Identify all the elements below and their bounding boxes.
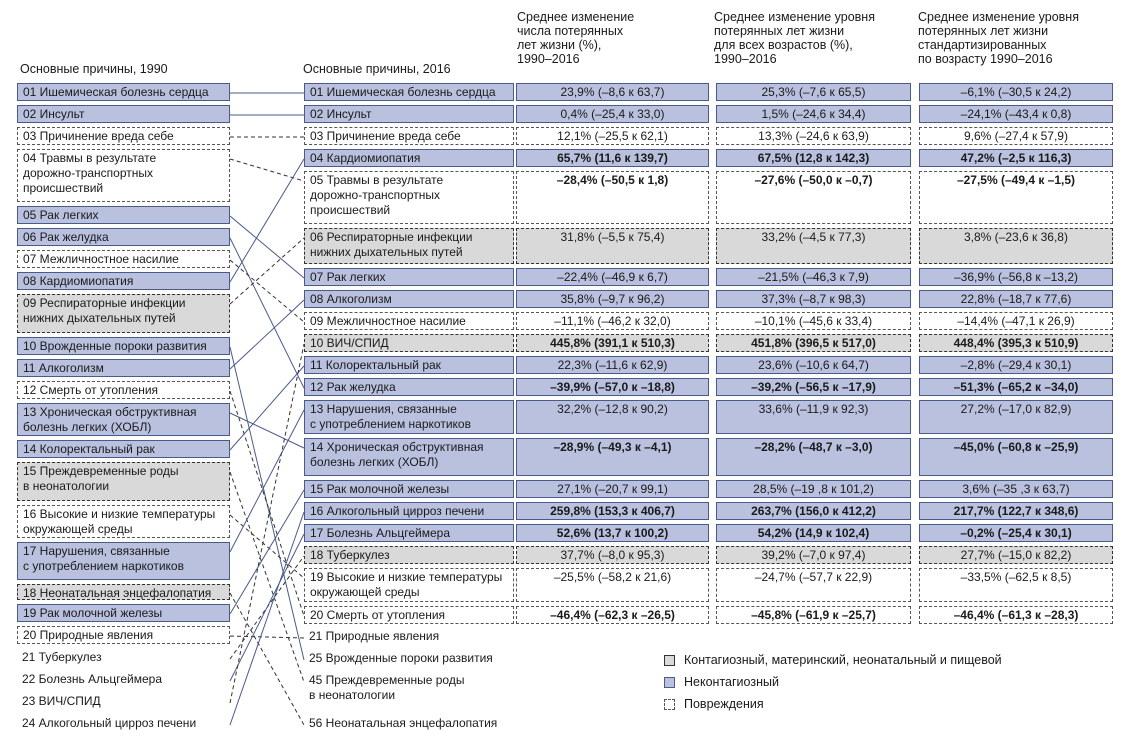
change-value: 259,8% (153,3 к 406,7) [516,502,709,520]
right-cause: 08 Алкоголизм [304,290,514,308]
change-value: 33,2% (–4,5 к 77,3) [716,228,911,264]
change-value: 451,8% (396,5 к 517,0) [716,334,911,352]
rank-link [230,300,304,369]
right-cause: 05 Травмы в результате дорожно-транспортных происшествий [304,171,514,224]
header-mid: Основные причины, 2016 [303,62,451,76]
right-cause: 18 Туберкулез [304,546,514,564]
change-value: –45,0% (–60,8 к –25,9) [919,438,1113,476]
legend-communicable: Контагиозный, материнский, неонатальный и пищевой [684,653,1002,667]
header-col3: Среднее изменение уровня потерянных лет жизни стандартизированных по возрасту 1990–2016 [918,10,1079,66]
left-cause: 14 Колоректальный рак [17,440,230,458]
change-value: 65,7% (11,6 к 139,7) [516,149,709,167]
right-cause: 15 Рак молочной железы [304,480,514,498]
rank-link [230,512,304,725]
change-value: 22,3% (–11,6 к 62,9) [516,356,709,374]
right-cause: 07 Рак легких [304,268,514,286]
change-value: –22,4% (–46,9 к 6,7) [516,268,709,286]
change-value: 35,8% (–9,7 к 96,2) [516,290,709,308]
change-value: 28,5% (–19 ,8 к 101,2) [716,480,911,498]
left-cause: 09 Респираторные инфекции нижних дыхательных путей [17,294,230,333]
rank-link [230,366,304,450]
right-cause: 13 Нарушения, связанные с употреблением наркотиков [304,400,514,434]
left-cause: 21 Туберкулез [22,650,102,664]
change-value: 9,6% (–27,4 к 57,9) [919,127,1113,145]
left-cause: 04 Травмы в результате дорожно-транспортных происшествий [17,149,230,202]
change-value: 1,5% (–24,6 к 34,4) [716,105,911,123]
legend-swatch-injuries [664,699,675,710]
right-cause: 09 Межличностное насилие [304,312,514,330]
right-cause: 03 Причинение вреда себе [304,127,514,145]
change-value: 3,8% (–23,6 к 36,8) [919,228,1113,264]
change-value: 0,4% (–25,4 к 33,0) [516,105,709,123]
change-value: –39,2% (–56,5 к –17,9) [716,378,911,396]
change-value: –24,1% (–43,4 к 0,8) [919,105,1113,123]
change-value: –10,1% (–45,6 к 33,4) [716,312,911,330]
change-value: 52,6% (13,7 к 100,2) [516,524,709,542]
right-cause: 01 Ишемическая болезнь сердца [304,83,514,101]
rank-link [230,636,304,638]
header-left: Основные причины, 1990 [20,62,168,76]
rank-link [230,238,304,388]
change-value: –27,5% (–49,4 к –1,5) [919,171,1113,224]
change-value: –28,9% (–49,3 к –4,1) [516,438,709,476]
legend-noncommunicable: Неконтагиозный [684,675,779,689]
change-value: 67,5% (12,8 к 142,3) [716,149,911,167]
left-cause: 18 Неонатальная энцефалопатия [17,584,230,600]
change-value: 37,7% (–8,0 к 95,3) [516,546,709,564]
left-cause: 17 Нарушения, связанные с употреблением наркотиков [17,542,230,580]
change-value: –45,8% (–61,9 к –25,7) [716,606,911,624]
left-cause: 12 Смерть от утопления [17,381,230,399]
change-value: –46,4% (–61,3 к –28,3) [919,606,1113,624]
change-value: 25,3% (–7,6 к 65,5) [716,83,911,101]
change-value: 31,8% (–5,5 к 75,4) [516,228,709,264]
change-value: –2,8% (–29,4 к 30,1) [919,356,1113,374]
left-cause: 20 Природные явления [17,626,230,644]
change-value: 445,8% (391,1 к 510,3) [516,334,709,352]
change-value: –0,2% (–25,4 к 30,1) [919,524,1113,542]
left-cause: 15 Преждевременные роды в неонатологии [17,462,230,501]
rank-link [230,238,304,304]
right-cause: 56 Неонатальная энцефалопатия [309,716,498,730]
right-cause: 06 Респираторные инфекции нижних дыхательных путей [304,228,514,264]
change-value: 263,7% (156,0 к 412,2) [716,502,911,520]
right-cause: 19 Высокие и низкие температуры окружающей среды [304,568,514,602]
left-cause: 13 Хроническая обструктивная болезнь легких (ХОБЛ) [17,403,230,436]
change-value: 27,1% (–20,7 к 99,1) [516,480,709,498]
change-value: 12,1% (–25,5 к 62,1) [516,127,709,145]
left-cause: 02 Инсульт [17,105,230,123]
left-cause: 23 ВИЧ/СПИД [22,694,101,708]
change-value: 448,4% (395,3 к 510,9) [919,334,1113,352]
header-col1: Среднее изменение числа потерянных лет жизни (%), 1990–2016 [517,10,635,66]
change-value: 37,3% (–8,7 к 98,3) [716,290,911,308]
change-value: 23,6% (–10,6 к 64,7) [716,356,911,374]
change-value: 32,2% (–12,8 к 90,2) [516,400,709,434]
change-value: –21,5% (–46,3 к 7,9) [716,268,911,286]
left-cause: 01 Ишемическая болезнь сердца [17,83,230,101]
change-value: 217,7% (122,7 к 348,6) [919,502,1113,520]
right-cause: 25 Врожденные пороки развития [309,651,493,665]
right-cause: 11 Колоректальный рак [304,356,514,374]
rank-link [230,410,304,552]
change-value: –28,2% (–48,7 к –3,0) [716,438,911,476]
change-value: 27,2% (–17,0 к 82,9) [919,400,1113,434]
rank-link [230,490,304,614]
left-cause: 19 Рак молочной железы [17,604,230,622]
change-value: –46,4% (–62,3 к –26,5) [516,606,709,624]
change-value: –11,1% (–46,2 к 32,0) [516,312,709,330]
change-value: –27,6% (–50,0 к –0,7) [716,171,911,224]
legend-swatch-communicable [664,655,675,666]
change-value: –24,7% (–57,7 к 22,9) [716,568,911,602]
change-value: 47,2% (–2,5 к 116,3) [919,149,1113,167]
left-cause: 24 Алкогольный цирроз печени [22,716,197,730]
left-cause: 11 Алкоголизм [17,359,230,377]
right-cause: 45 Преждевременные роды в неонатологии [309,673,465,702]
right-cause: 04 Кардиомиопатия [304,149,514,167]
right-cause: 16 Алкогольный цирроз печени [304,502,514,520]
change-value: –51,3% (–65,2 к –34,0) [919,378,1113,396]
change-value: 13,3% (–24,6 к 63,9) [716,127,911,145]
change-value: –6,1% (–30,5 к 24,2) [919,83,1113,101]
change-value: –33,5% (–62,5 к 8,5) [919,568,1113,602]
change-value: 22,8% (–18,7 к 77,6) [919,290,1113,308]
left-cause: 03 Причинение вреда себе [17,127,230,145]
right-cause: 12 Рак желудка [304,378,514,396]
right-cause: 21 Природные явления [309,629,440,643]
change-value: –36,9% (–56,8 к –13,2) [919,268,1113,286]
left-cause: 22 Болезнь Альцгеймера [22,672,162,686]
right-cause: 14 Хроническая обструктивная болезнь легких (ХОБЛ) [304,438,514,476]
left-cause: 06 Рак желудка [17,228,230,246]
rank-link [230,534,304,681]
change-value: 23,9% (–8,6 к 63,7) [516,83,709,101]
right-cause: 20 Смерть от утопления [304,606,514,624]
left-cause: 07 Межличностное насилие [17,250,230,268]
change-value: 39,2% (–7,0 к 97,4) [716,546,911,564]
change-value: 54,2% (14,9 к 102,4) [716,524,911,542]
header-col2: Среднее изменение уровня потерянных лет жизни для всех возрастов (%), 1990–2016 [714,10,875,66]
left-cause: 08 Кардиомиопатия [17,272,230,290]
change-value: –39,9% (–57,0 к –18,8) [516,378,709,396]
right-cause: 10 ВИЧ/СПИД [304,334,514,352]
right-cause: 17 Болезнь Альцгеймера [304,524,514,542]
change-value: –25,5% (–58,2 к 21,6) [516,568,709,602]
change-value: 33,6% (–11,9 к 92,3) [716,400,911,434]
change-value: 3,6% (–35 ,3 к 63,7) [919,480,1113,498]
legend-injuries: Повреждения [684,697,764,711]
rank-link [230,159,304,282]
change-value: –14,4% (–47,1 к 26,9) [919,312,1113,330]
left-cause: 10 Врожденные пороки развития [17,337,230,355]
change-value: 27,7% (–15,0 к 82,2) [919,546,1113,564]
right-cause: 02 Инсульт [304,105,514,123]
legend-swatch-noncommunicable [664,677,675,688]
left-cause: 05 Рак легких [17,206,230,224]
left-cause: 16 Высокие и низкие температуры окружающей среды [17,505,230,538]
rank-link [230,344,304,703]
change-value: –28,4% (–50,5 к 1,8) [516,171,709,224]
